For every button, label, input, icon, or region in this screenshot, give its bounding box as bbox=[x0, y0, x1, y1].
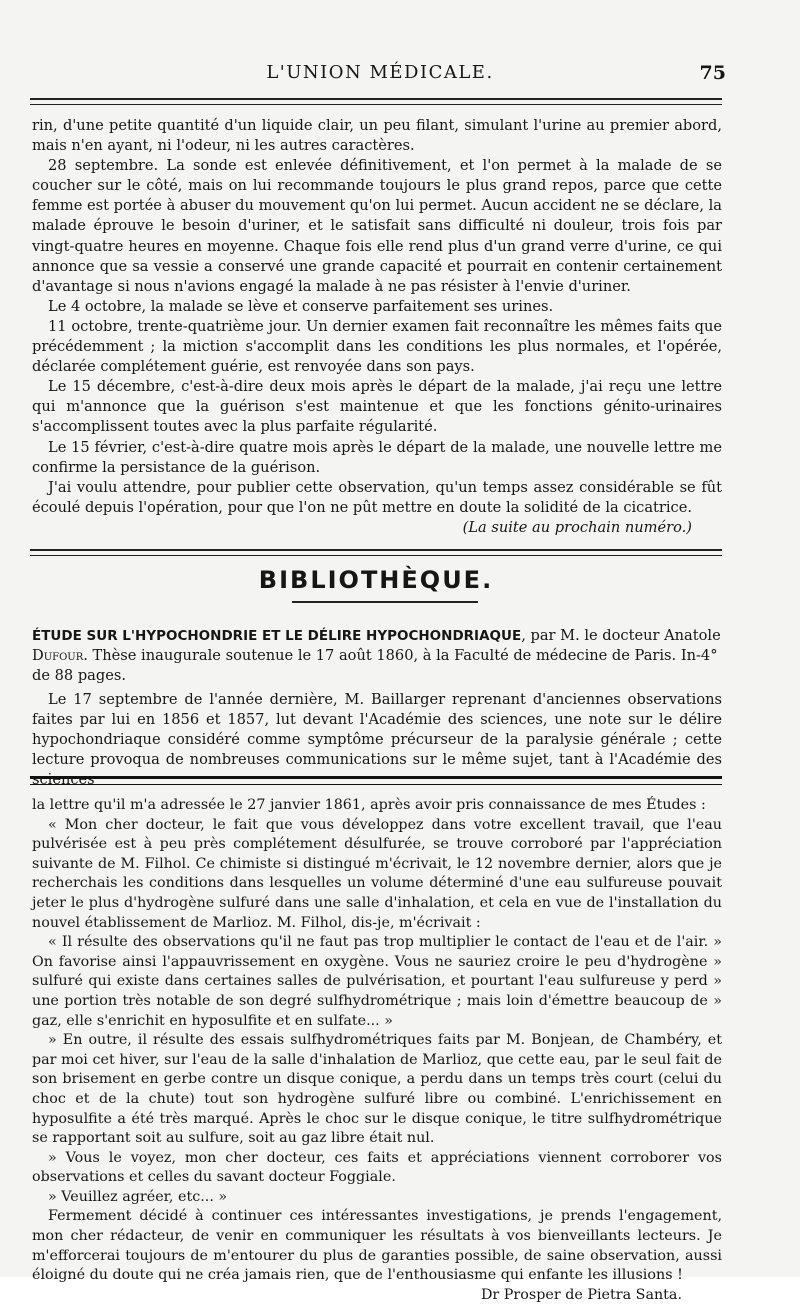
signature: Dr Prosper de Pietra Santa. bbox=[480, 1286, 682, 1303]
paragraph: » Veuillez agréer, etc... » bbox=[48, 1188, 228, 1205]
letter-section bbox=[32, 796, 722, 1305]
paragraph: rin, d'une petite quantité d'un liquide clair, un peu filant, simulant l'urine au premier abord, mais n'en ayant, ni l'odeur, ni les autres caractères. bbox=[32, 117, 722, 155]
continued-note: (La suite au prochain numéro.) bbox=[462, 518, 692, 536]
page-header bbox=[30, 62, 730, 88]
paragraph: 11 octobre, trente-quatrième jour. Un dernier examen fait reconnaître les mêmes faits que précédemment ; la miction s'accomplit dans les conditions les plus normales, et l'opérée, déclarée complétement guérie, est renvoyée dans son pays. bbox=[32, 317, 722, 376]
paragraph: Le 17 septembre de l'année dernière, M. Baillarger reprenant d'anciennes observations faites par lui en 1856 et 1857, lut devant l'Académie des sciences, une note sur le délire hypochondriaque considéré comme symptôme précurseur de la paralysie générale ; cette lecture provoqua de nombreuses communications sur le même sujet, tant à l'Académie des sciences bbox=[32, 691, 722, 789]
paragraph: « Il résulte des observations qu'il ne faut pas trop multiplier le contact de l'eau et de l'air. » On favorise ainsi l'appauvrissement en oxygène. Vous ne sauriez croire le peu d'hydrogène » sulfuré qui existe dans certaines salles de pulvérisation, et pourtant l'eau sulfureuse y perd » une portion très notable de son degré sulfhydrométrique ; mais loin d'émettre beaucoup de » gaz, elle s'enrichit en hyposulfite et en sulfate... » bbox=[32, 934, 722, 1029]
page-number: 75 bbox=[699, 62, 726, 84]
header-rule bbox=[30, 98, 722, 105]
paragraph: Le 15 décembre, c'est-à-dire deux mois après le départ de la malade, j'ai reçu une lettre qui m'annonce que la guérison s'est maintenue et que les fonctions génito-urinaires s'accomplissent toutes avec la plus parfaite régularité. bbox=[32, 378, 722, 436]
paragraph: 28 septembre. La sonde est enlevée définitivement, et l'on permet à la malade de se coucher sur le côté, mais on lui recommande toujours le plus grand repos, parce que cette femme est portée à abuser du mouvement qu'on lui permet. Aucun accident ne se déclare, la malade éprouve le besoin d'uriner, et le satisfait sans difficulté ni douleur, trois fois par vingt-quatre heures en moyenne. Chaque fois elle rend plus d'un grand verre d'urine, ce qui annonce que sa vessie a conservé une grande capacité et pourrait en contenir certainement d'avantage si nous n'avions engagé la malade à ne pas résister à l'envie d'uriner. bbox=[32, 157, 722, 295]
paragraph: Le 4 octobre, la malade se lève et conserve parfaitement ses urines. bbox=[48, 297, 554, 315]
paragraph: « Mon cher docteur, le fait que vous développez dans votre excellent travail, que l'eau pulvérisée est à peu près complétement désulfurée, se trouve corroboré par l'appréciation suivante de M. Filhol. Ce chimiste si distingué m'écrivait, le 12 novembre dernier, alors que je recherchais les conditions dans lesquelles un volume déterminé d'une eau sulfureuse pouvait jeter le plus d'hydrogène sulfuré dans une salle d'inhalation, et cela en vue de l'installation du nouvel établissement de Marlioz. M. Filhol, dis-je, m'écrivait : bbox=[32, 816, 722, 931]
author-name: Dufour bbox=[32, 647, 84, 665]
heading-underline bbox=[292, 601, 478, 603]
review-title bbox=[32, 626, 722, 686]
work-author-prefix: , par M. le docteur Anatole bbox=[521, 627, 721, 644]
paragraph: Le 15 février, c'est-à-dire quatre mois après le départ de la malade, une nouvelle lettre me confirme la persistance de la guérison. bbox=[32, 438, 722, 476]
journal-title: L'UNION MÉDICALE. bbox=[266, 62, 494, 83]
paragraph: Fermement décidé à continuer ces intéressantes investigations, je prends l'engagement, mon cher rédacteur, de venir en communiquer les résultats à vos bienveillants lecteurs. Je m'efforcerai toujours de m'entourer du plus de garanties possible, de saine observation, aussi éloigné du doute qui ne créa jamais rien, que de l'enthousiasme qui enfante les illusions ! bbox=[32, 1208, 722, 1284]
paragraph: » En outre, il résulte des essais sulfhydrométriques faits par M. Bonjean, de Chambéry, et par moi cet hiver, sur l'eau de la salle d'inhalation de Marlioz, que cette eau, par le seul fait de son brisement en gerbe contre un disque conique, a perdu dans un temps très court (celui du choc et de la chute) tout son hydrogène sulfuré libre ou combiné. L'enrichissement en hyposulfite a été très marqué. Après le choc sur le disque conique, le titre sulfhydrométrique se rapportant soit au sulfure, soit au gaz libre était nul. bbox=[32, 1032, 722, 1147]
article-continuation bbox=[32, 116, 722, 538]
work-title: ÉTUDE SUR L'HYPOCHONDRIE ET LE DÉLIRE HYPOCHONDRIAQUE bbox=[32, 628, 522, 644]
column-break-rule bbox=[30, 776, 722, 785]
paragraph: la lettre qu'il m'a adressée le 27 janvier 1861, après avoir pris connaissance de mes Études : bbox=[32, 797, 706, 813]
section-rule bbox=[30, 549, 722, 556]
section-heading: BIBLIOTHÈQUE. bbox=[258, 566, 494, 594]
work-details: . Thèse inaugurale soutenue le 17 août 1860, à la Faculté de médecine de Paris. In-4° de 88 pages. bbox=[32, 647, 718, 685]
paragraph: J'ai voulu attendre, pour publier cette observation, qu'un temps assez considérable se fût écoulé depuis l'opération, pour que l'on ne pût mettre en doute la solidité de la cicatrice. bbox=[32, 478, 722, 516]
paragraph: » Vous le voyez, mon cher docteur, ces faits et appréciations viennent corroborer vos observations et celles du savant docteur Foggiale. bbox=[32, 1149, 722, 1186]
